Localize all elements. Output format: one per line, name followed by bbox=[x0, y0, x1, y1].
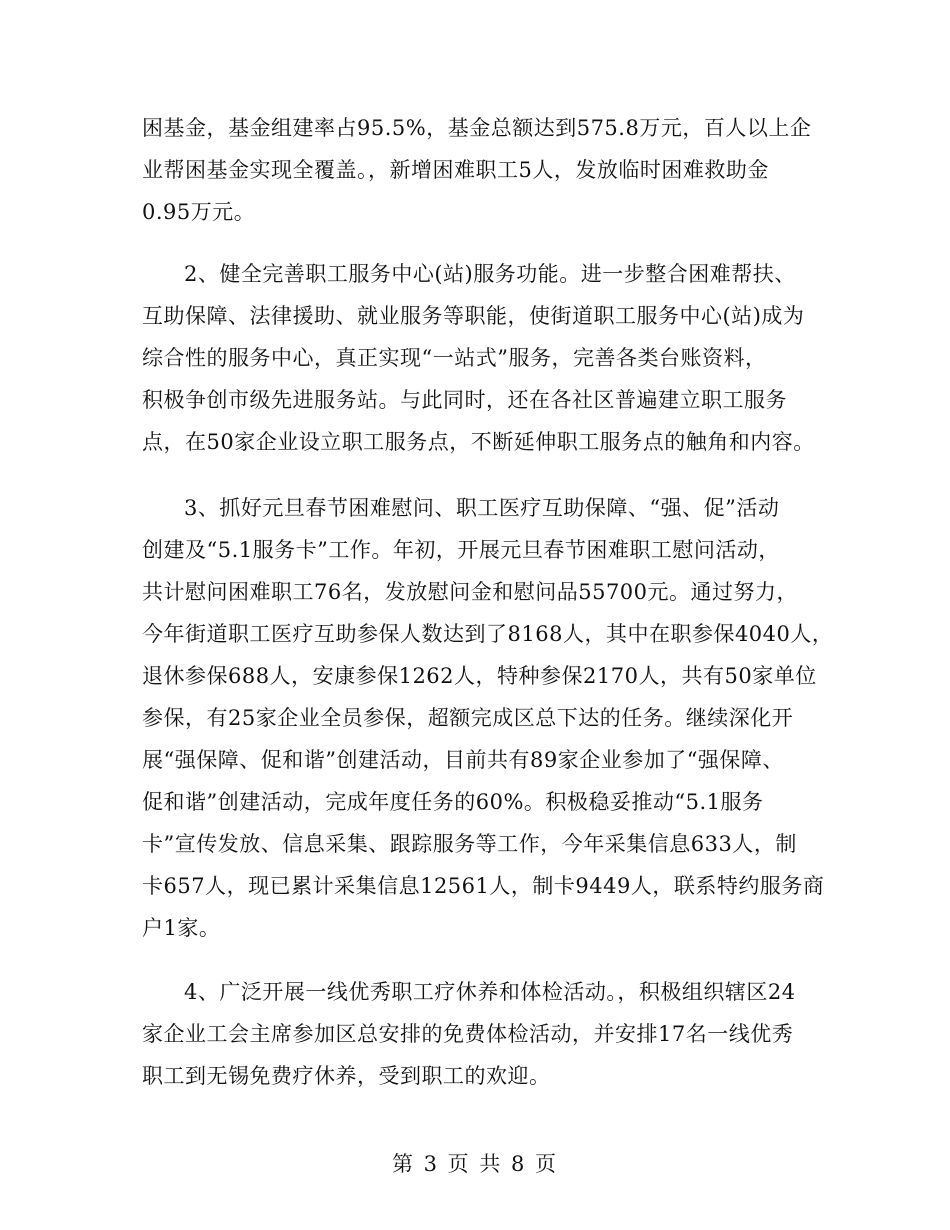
text-line: 卡657人，现已累计采集信息12561人，制卡9449人，联系特约服务商 bbox=[142, 874, 825, 898]
text-line: 参保，有25家企业全员参保，超额完成区总下达的任务。继续深化开 bbox=[142, 706, 794, 730]
text-line: 家企业工会主席参加区总安排的免费体检活动，并安排17名一线优秀 bbox=[142, 1022, 794, 1046]
text-line: 今年街道职工医疗互助参保人数达到了8168人，其中在职参保4040人， bbox=[142, 622, 834, 646]
text-line: 退休参保688人，安康参保1262人，特种参保2170人，共有50家单位 bbox=[142, 664, 817, 688]
text-line: 0.95万元。 bbox=[142, 200, 256, 224]
page-number-footer: 第 3 页 共 8 页 bbox=[391, 1152, 559, 1176]
text-line: 互助保障、法律援助、就业服务等职能，使街道职工服务中心(站)成为 bbox=[142, 304, 805, 328]
text-line: 户1家。 bbox=[142, 916, 221, 940]
text-line: 2、健全完善职工服务中心(站)服务功能。进一步整合困难帮扶、 bbox=[184, 262, 796, 286]
text-line: 综合性的服务中心，真正实现“一站式”服务，完善各类台账资料， bbox=[142, 346, 767, 370]
text-line: 积极争创市级先进服务站。与此同时，还在各社区普遍建立职工服务 bbox=[142, 388, 787, 412]
text-line: 点，在50家企业设立职工服务点，不断延伸职工服务点的触角和内容。 bbox=[142, 430, 815, 454]
text-line: 困基金，基金组建率占95.5%，基金总额达到575.8万元，百人以上企 bbox=[142, 116, 812, 140]
text-line: 展“强保障、促和谐”创建活动，目前共有89家企业参加了“强保障、 bbox=[142, 748, 784, 772]
text-line: 职工到无锡免费疗休养，受到职工的欢迎。 bbox=[142, 1064, 551, 1088]
text-line: 3、抓好元旦春节困难慰问、职工医疗互助保障、“强、促”活动 bbox=[184, 496, 780, 520]
text-line: 创建及“5.1服务卡”工作。年初，开展元旦春节困难职工慰问活动， bbox=[142, 538, 780, 562]
text-line: 4、广泛开展一线优秀职工疗休养和体检活动。，积极组织辖区24 bbox=[184, 980, 796, 1004]
text-line: 共计慰问困难职工76名，发放慰问金和慰问品55700元。通过努力， bbox=[142, 580, 799, 604]
text-line: 促和谐”创建活动，完成年度任务的60%。积极稳妥推动“5.1服务 bbox=[142, 790, 764, 814]
text-line: 卡”宣传发放、信息采集、跟踪服务等工作，今年采集信息633人，制 bbox=[142, 832, 797, 856]
text-line: 业帮困基金实现全覆盖。，新增困难职工5人，发放临时困难救助金 bbox=[142, 158, 769, 182]
